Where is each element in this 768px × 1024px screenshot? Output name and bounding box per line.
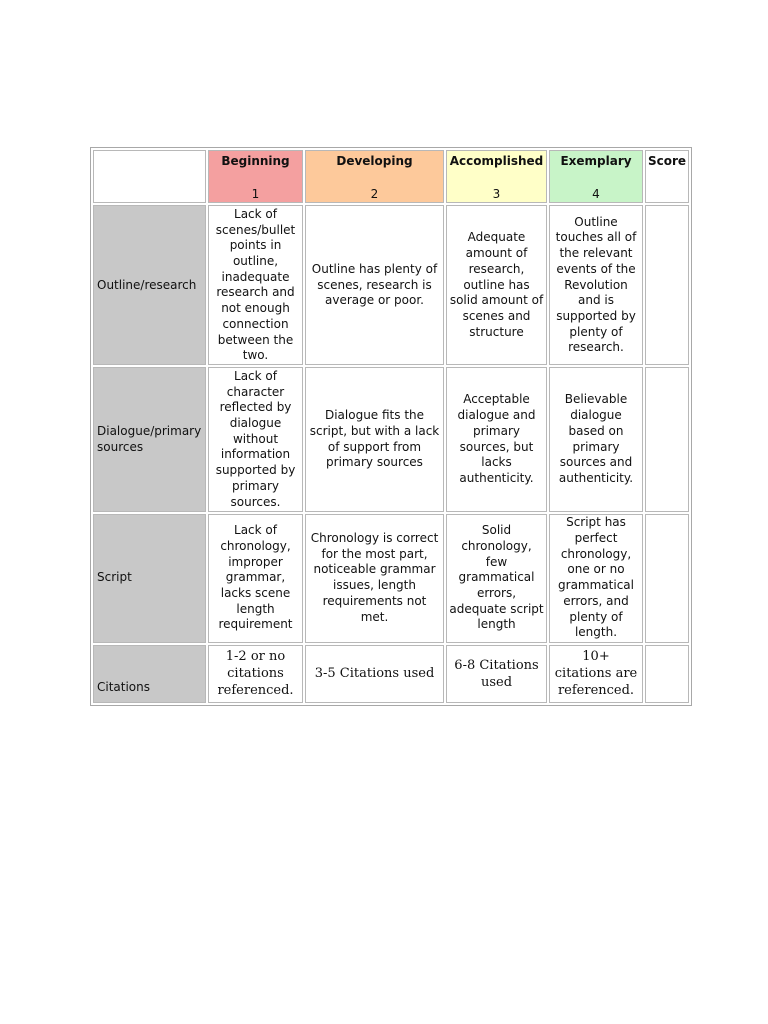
level-name: Developing: [336, 154, 413, 168]
rubric-cell: Lack of scenes/bullet points in outline, inadequate research and not enough connection between the two.: [208, 205, 303, 365]
score-cell[interactable]: [645, 645, 689, 703]
rubric-row-dialogue-primary-sources: [93, 367, 689, 511]
rubric-cell: Outline touches all of the relevant events of the Revolution and is supported by plenty of research.: [549, 205, 643, 365]
rubric-cell: 6-8 Citations used: [446, 645, 547, 703]
rubric-cell: Lack of chronology, improper grammar, lacks scene length requirement: [208, 514, 303, 643]
level-number: 3: [492, 187, 501, 201]
rubric-cell: Solid chronology, few grammatical errors, adequate script length: [446, 514, 547, 643]
rubric-cell: Believable dialogue based on primary sources and authenticity.: [549, 367, 643, 511]
criterion-label: Citations: [93, 645, 206, 703]
criterion-label: Outline/research: [93, 205, 206, 365]
rubric-cell: Acceptable dialogue and primary sources, but lacks authenticity.: [446, 367, 547, 511]
rubric-row-citations: [93, 645, 689, 703]
level-name: Exemplary: [560, 154, 632, 168]
rubric-cell: Dialogue fits the script, but with a lack of support from primary sources: [305, 367, 444, 511]
criterion-label: Script: [93, 514, 206, 643]
criterion-label: Dialogue/primary sources: [93, 367, 206, 511]
level-beginning-header: [208, 150, 303, 203]
rubric-cell: Adequate amount of research, outline has solid amount of scenes and structure: [446, 205, 547, 365]
level-developing-header: [305, 150, 444, 203]
score-cell[interactable]: [645, 205, 689, 365]
rubric-row-script: [93, 514, 689, 643]
rubric-cell: Lack of character reflected by dialogue without information supported by primary sources.: [208, 367, 303, 511]
score-cell[interactable]: [645, 367, 689, 511]
rubric-cell: 10+ citations are referenced.: [549, 645, 643, 703]
rubric-row-outline-research: [93, 205, 689, 365]
level-exemplary-header: [549, 150, 643, 203]
score-cell[interactable]: [645, 514, 689, 643]
level-name: Beginning: [221, 154, 290, 168]
level-accomplished-header: [446, 150, 547, 203]
rubric-cell: 1-2 or no citations referenced.: [208, 645, 303, 703]
rubric-cell: 3-5 Citations used: [305, 645, 444, 703]
level-number: 2: [370, 187, 379, 201]
rubric-table: [90, 147, 692, 706]
rubric-cell: Outline has plenty of scenes, research is average or poor.: [305, 205, 444, 365]
header-row: [93, 150, 689, 203]
rubric-cell: Script has perfect chronology, one or no grammatical errors, and plenty of length.: [549, 514, 643, 643]
corner-cell: [93, 150, 206, 203]
score-header: Score: [645, 150, 689, 203]
level-number: 1: [251, 187, 260, 201]
level-name: Accomplished: [449, 154, 544, 168]
level-number: 4: [592, 187, 600, 201]
rubric-cell: Chronology is correct for the most part, noticeable grammar issues, length requirements not met.: [305, 514, 444, 643]
